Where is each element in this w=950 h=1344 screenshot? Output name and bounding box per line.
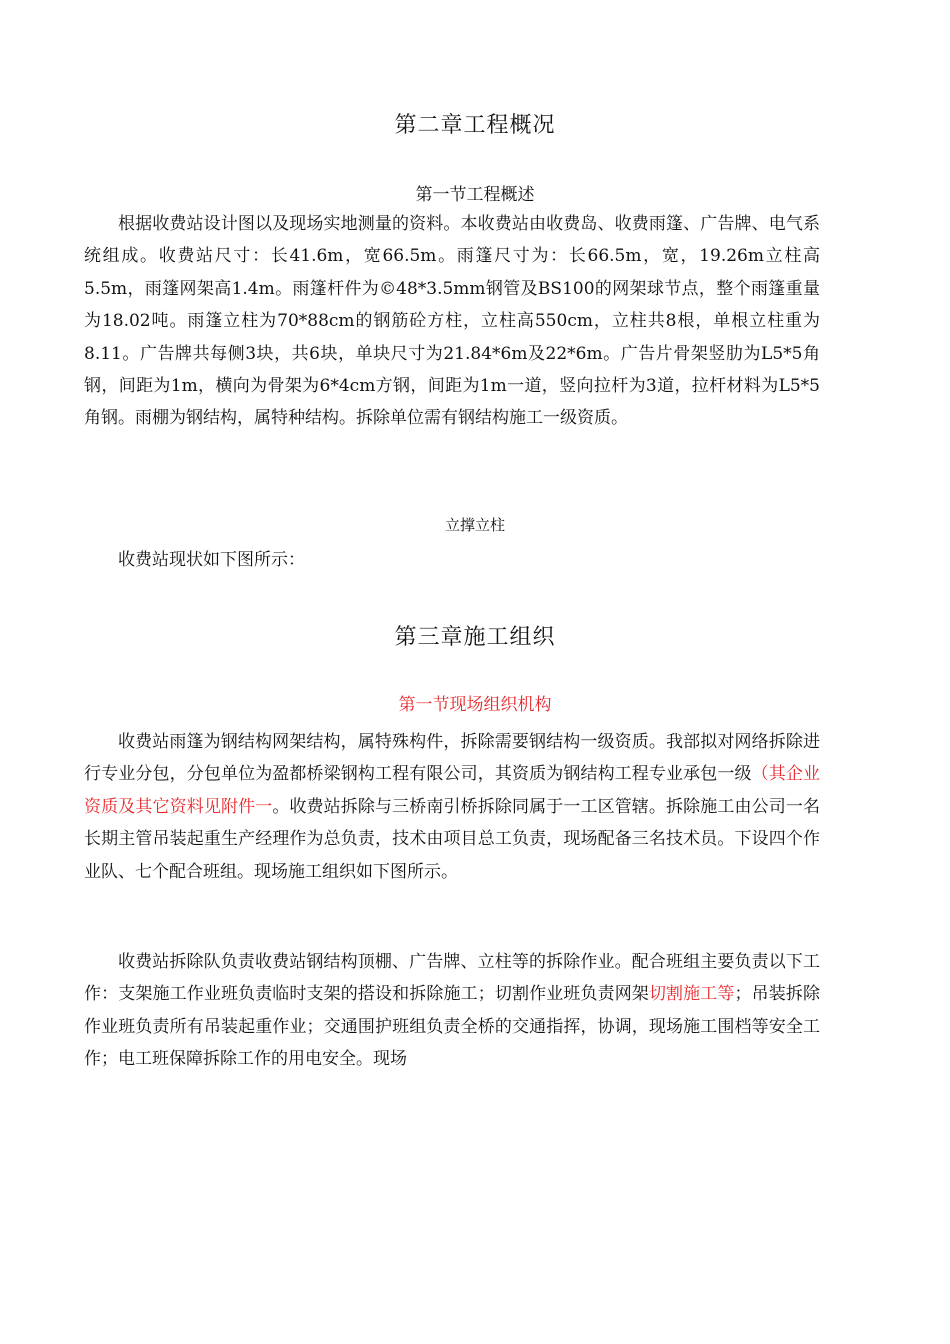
- attachment-reference: （其企业资质及其它资料见附件一: [84, 764, 820, 817]
- chapter-2-title: 第二章工程概况: [394, 113, 556, 138]
- chapter-3-title: 第三章施工组织: [394, 625, 556, 650]
- status-intro-text: 收费站现状如下图所示：: [118, 550, 305, 570]
- organization-paragraph: [84, 726, 820, 888]
- duties-text-a: 收费站拆除队负责收费站钢结构顶棚、广告牌、立柱等的拆除作业。配合班组主要负责以下工作：支架施工作业班负责临时支架的搭设和拆除施工；切割作业班负责网架: [84, 952, 820, 1005]
- organization-text-b: 。收费站拆除与三桥南引桥拆除同属于一工区管辖。拆除施工由公司一名长期主管吊装起重生产经理作为总负责，技术由项目总工负责，现场配备三名技术员。下设四个作业队、七个配合班组。现场施工组织如下图所示。: [84, 796, 821, 882]
- duties-text-b: ；吊装拆除作业班负责所有吊装起重作业；交通围护班组负责全桥的交通指挥，协调，现场施工围档等安全工作；电工班保障拆除工作的用电安全。现场: [84, 984, 821, 1070]
- figure-caption: 立撑立柱: [444, 516, 505, 534]
- section-organization-title: 第一节现场组织机构: [398, 695, 552, 715]
- team-duties-paragraph: [84, 946, 820, 1076]
- section-1-title: 第一节工程概述: [415, 185, 535, 205]
- cutting-highlight: 切割施工等: [648, 984, 735, 1005]
- project-overview-paragraph: 根据收费站设计图以及现场实地测量的资料。本收费站由收费岛、收费雨篷、广告牌、电气系统组成。收费站尺寸：长41.6m，宽66.5m。雨篷尺寸为：长66.5m，宽，19.26m立柱高5.5m，雨篷网架高1.4m。雨篷杆件为©48*3.5mm钢管及BS100的网架球节点，整个雨篷重量为18.02吨。雨篷立柱为70*88cm的钢筋砼方柱，立柱高550cm，立柱共8根，单根立柱重为8.11。广告牌共每侧3块，共6块，单块尺寸为21.84*6m及22*6m。广告片骨架竖肋为L5*5角钢，间距为1m，横向为骨架为6*4cm方钢，间距为1m一道，竖向拉杆为3道，拉杆材料为L5*5角钢。雨棚为钢结构，属特种结构。拆除单位需有钢结构施工一级资质。: [84, 214, 820, 429]
- organization-text-a: 收费站雨篷为钢结构网架结构，属特殊构件，拆除需要钢结构一级资质。我部拟对网络拆除进行专业分包，分包单位为盈都桥梁钢构工程有限公司，其资质为钢结构工程专业承包一级: [84, 732, 820, 785]
